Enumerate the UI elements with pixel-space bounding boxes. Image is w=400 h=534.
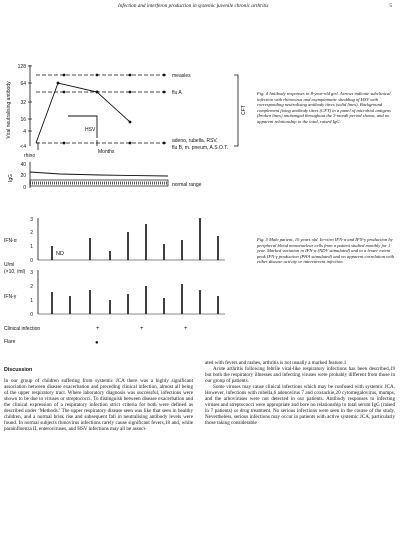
page-number: 5: [389, 3, 392, 9]
fig4-label-flu-a: flu A: [172, 90, 182, 96]
fig5-clinical-mark: +: [184, 326, 188, 332]
fig5-ifn-g-tick: 1: [30, 298, 33, 304]
fig4-label-adeno: adeno, rubella, RSV,: [172, 138, 218, 144]
paragraph: ated with fevers and rashes, arthritis is not usually a marked feature.1: [205, 360, 347, 366]
fig5-units-label-2: (×10, /ml): [4, 269, 26, 275]
fig5-ifn-g-tick: 0: [30, 312, 33, 318]
fig4-label-hsv: HSV: [85, 127, 96, 133]
fig4-caption: Fig. 4 Antibody responses in 8-year-old girl. Arrows indicate subclinical infection with rhinovirus and asymptomatic shedding of HSV with corresponding neutralising antibody titres (solid lines). Background complement fixing antibody titres (CFT) to a panel of microbial antigens (broken lines) unchanged throughout the 3-month period shown, and no apparent relationship to the total, raised IgG.: [257, 91, 391, 124]
fig4-y-tick: 4: [23, 129, 26, 135]
fig4-igg-label: IgG: [8, 173, 14, 183]
fig4-y-tick: 32: [20, 100, 26, 106]
fig5-ifn-g-bars: [52, 284, 218, 314]
discussion-right-column: [205, 360, 395, 426]
running-header: [118, 3, 392, 9]
fig4-igg-tick: 0: [23, 185, 26, 191]
fig5-ifn-g-label: IFN-γ: [4, 294, 17, 300]
fig5-ifn-g-tick: 3: [30, 270, 33, 276]
fig4-y-tick: 16: [20, 117, 26, 123]
fig4-normal-range-label: normal range: [172, 182, 202, 188]
fig5-units-label-1: U/ml: [4, 262, 15, 268]
fig5-caption: Fig. 5 Male patient, 10 years old. In-vitro IFN-α and IFN-γ production by peripheral blood mononuclear cells from a patient studied monthly for 1 year. Marked variation in IFN-α (NDV stimulated) and to a lesser extent peak IFN-γ production (PHA stimulated) and no apparent correlation with either disease activity or intercurrent infection.: [257, 237, 395, 265]
fig5-ifn-a-tick: 2: [30, 230, 33, 236]
fig4-cft-bracket: [234, 75, 238, 146]
figure-4: [0, 60, 250, 195]
fig5-clinical-infection-label: Clinical infection: [4, 326, 41, 332]
running-title: Infection and interferon production in systemic juvenile chronic arthritis: [118, 3, 269, 9]
fig5-ifn-g-tick: 2: [30, 284, 33, 290]
fig5-ifn-a-tick: 0: [30, 258, 33, 264]
fig4-label-measles: measles: [172, 73, 191, 79]
fig5-clinical-mark: +: [96, 326, 100, 332]
fig5-flare-mark: ●: [95, 340, 99, 346]
fig4-cft-label: CFT: [241, 105, 247, 115]
paragraph: In our group of children suffering from systemic JCA there was a highly significant association between disease exacerbation and preceding clinical infection, almost all being of the upper respiratory tract. Where laboratory diagnosis was successful, infections were shown to be due to viruses or streptococci. To distinguish between disease exacerbation and the clinical expression of a respiratory infection strict criteria for both were defined as described under ‘Methods.’ The upper respiratory disease seen was like that seen in healthy children, and a normal brisk rise and subsequent fall in neutralising antibody levels were found. In normal subjects rhinovirus infections rarely cause significant fevers,18 and, while parainfluenza II, enteroviruses, and HSV infections may all be associ-: [4, 378, 193, 432]
fig4-y-axis-label: Viral neutralising antibody: [6, 81, 12, 139]
fig4-igg-tick: 40: [20, 162, 26, 168]
fig5-nd-label: ND: [56, 251, 64, 257]
fig4-igg-line: [30, 172, 168, 176]
paragraph: Acute arthritis following febrile viral-like respiratory infections has been described,19 but both the respiratory illnesses and infecting viruses were probably different from those in our group of patients.: [205, 366, 395, 384]
discussion-left-column: [4, 378, 193, 432]
figure-5: [0, 212, 250, 352]
fig5-ifn-a-label: IFN-α: [4, 238, 17, 244]
fig4-y-tick: 128: [17, 64, 26, 70]
paragraph: Some viruses may cause clinical infections which may be confused with systemic JCA. However, infections with rubella,6 adenovirus 7 and coxsackie,20 cytomegalovirus, mumps, and the arboviruses were not detected in our patients. Antibody responses to infecting viruses and streptococci were appropriate and bore no relationship to total serum IgG (raised in 7 patients) or drug treatment. No serious infections were seen in the course of the study. Nevertheless, serious infections may occur in patients with active systemic JCA, particularly those taking considerable: [205, 384, 395, 426]
fig5-ifn-a-tick: 3: [30, 217, 33, 223]
fig5-flare-label: Flare: [4, 339, 16, 345]
fig4-rhino-label: rhino: [24, 153, 36, 159]
fig4-label-flu-b: flu B, m. pneum, A.S.O.T.: [172, 145, 229, 151]
fig4-y-tick: 64: [20, 81, 26, 87]
fig5-clinical-mark: +: [140, 326, 144, 332]
fig4-x-label: Months: [98, 149, 115, 155]
fig4-igg-tick: 20: [20, 173, 26, 179]
fig5-ifn-a-bars: [52, 218, 218, 260]
fig5-ifn-a-tick: 1: [30, 244, 33, 250]
fig4-y-tick: <4: [20, 144, 26, 150]
section-heading-discussion: Discussion: [4, 367, 33, 373]
